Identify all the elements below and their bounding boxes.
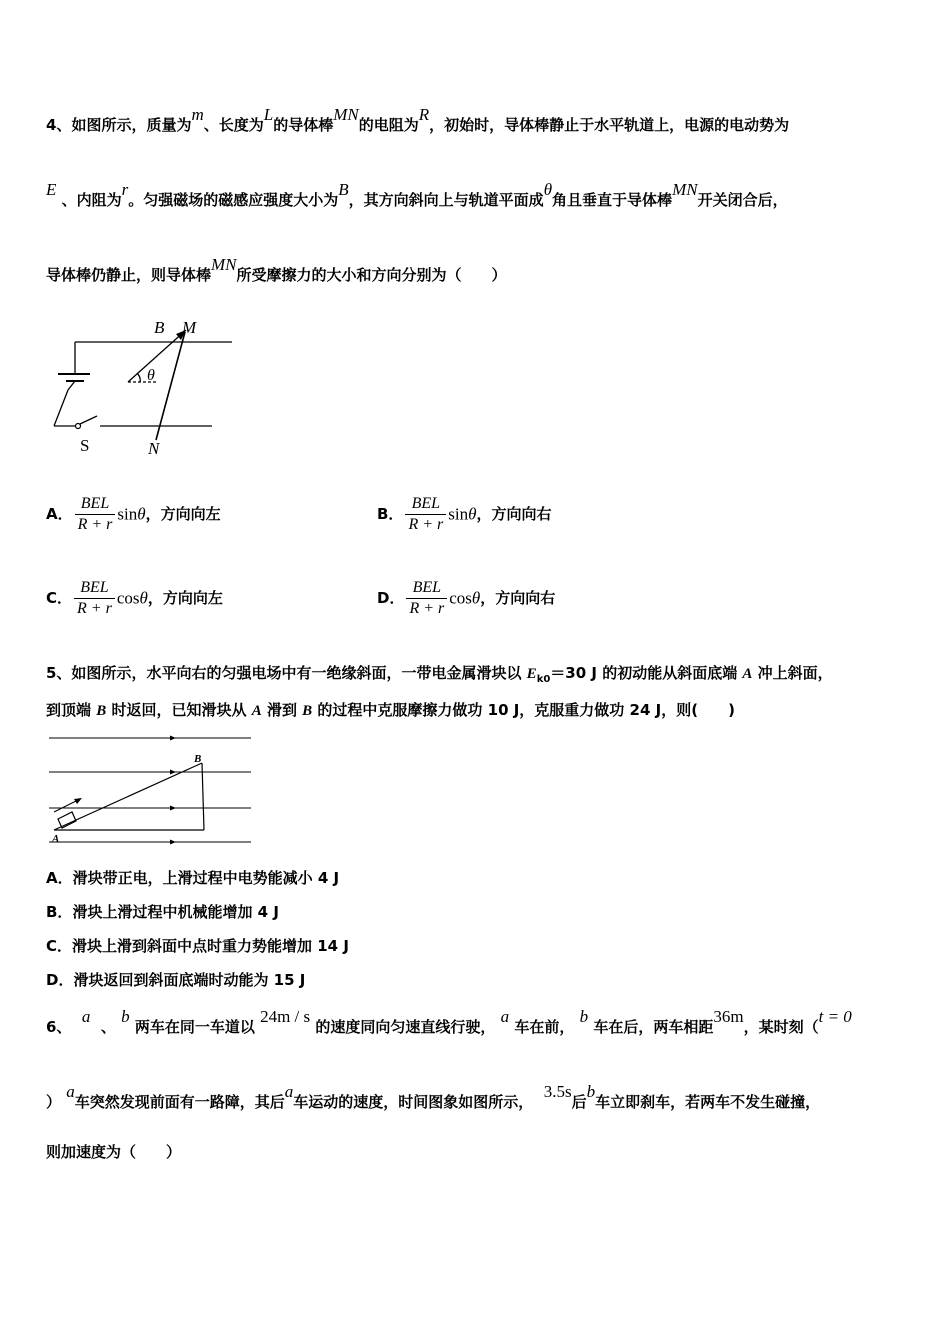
q4-option-a[interactable]: A． $\frac{\text{BEL}}{R + r}$ sinθ，方向向左 [46, 495, 221, 533]
q5-incline-figure [44, 730, 256, 850]
switch-arm [80, 416, 97, 424]
q5-line-1: 5、如图所示，水平向右的匀强电场中有一绝缘斜面，一带电金属滑块以 $E_{k0}=30$ J 的初动能从斜面底端 A 冲上斜面， [46, 664, 833, 685]
theta-arc [137, 373, 140, 382]
fraction: $\frac{\text{BEL}}{R + r}$ [75, 494, 116, 535]
q4-option-d[interactable]: D． $\frac{\text{BEL}}{R + r}$ cosθ，方向向右 [377, 579, 556, 617]
fraction: $\frac{\text{BEL}}{R + r}$ [406, 578, 447, 619]
q5-option-c[interactable]: C．滑块上滑到斜面中点时重力势能增加 14 J [46, 937, 349, 955]
q5-option-b[interactable]: B．滑块上滑过程中机械能增加 4 J [46, 903, 279, 921]
q5-option-a[interactable]: A．滑块带正电，上滑过程中电势能减小 4 J [46, 869, 340, 887]
label-m: M [182, 318, 197, 337]
label-n: N [148, 439, 160, 458]
incline-height [202, 763, 204, 830]
label-s: S [80, 436, 90, 455]
field-arrow-head [170, 806, 176, 811]
switch-contact [76, 424, 81, 429]
q4-line-3: 导体棒仍静止，则导体棒MN所受摩擦力的大小和方向分别为（ ） [46, 255, 507, 284]
q4-line-2: E 、内阻为r。匀强磁场的磁感应强度大小为B，其方向斜向上与轨道平面成θ角且垂直于导体棒MN开关闭合后， [46, 180, 788, 209]
q4-circuit-figure [40, 312, 250, 462]
q5-option-d[interactable]: D．滑块返回到斜面底端时动能为 15 J [46, 971, 306, 989]
incline-surface [54, 763, 202, 830]
b-field-arrow [128, 330, 186, 382]
velocity-arrow [54, 800, 78, 812]
q6-line-2: ） a车突然发现前面有一路障，其后a车运动的速度，时间图象如图所示， 3.5s后b车立即刹车，若两车不发生碰撞， [46, 1082, 821, 1111]
fraction: $\frac{\text{BEL}}{R + r}$ [405, 494, 446, 535]
q4-number: 4、 [46, 116, 72, 134]
label-b: B [154, 318, 165, 337]
q6-line-1: 6、 a 、 b 两车在同一车道以 24m / s 的速度同向匀速直线行驶， a 车在前， b 车在后，两车相距36m，某时刻（t = 0 [46, 1007, 852, 1036]
label-b: B [194, 753, 202, 765]
conductor-rod-mn [156, 332, 185, 440]
field-arrow-head [170, 736, 176, 741]
field-arrow-head [170, 840, 176, 845]
label-a: A [52, 833, 60, 845]
label-theta: θ [147, 367, 155, 384]
q4-line-1: 4、如图所示，质量为m、长度为L的导体棒MN的电阻为R，初始时，导体棒静止于水平轨道上，电源的电动势为 [46, 105, 790, 134]
field-arrow-head [170, 770, 176, 775]
slider-block [58, 812, 76, 828]
q5-line-2: 到顶端 B 时返回，已知滑块从 A 滑到 B 的过程中克服摩擦力做功 10 J，克服重力做功 24 J，则( ) [46, 701, 735, 719]
q4-option-c[interactable]: C． $\frac{\text{BEL}}{R + r}$ cosθ，方向向左 [46, 579, 223, 617]
q4-option-b[interactable]: B． $\frac{\text{BEL}}{R + r}$ sinθ，方向向右 [377, 495, 552, 533]
fraction: $\frac{\text{BEL}}{R + r}$ [74, 578, 115, 619]
q6-line-3: 则加速度为（ ） [46, 1143, 182, 1161]
